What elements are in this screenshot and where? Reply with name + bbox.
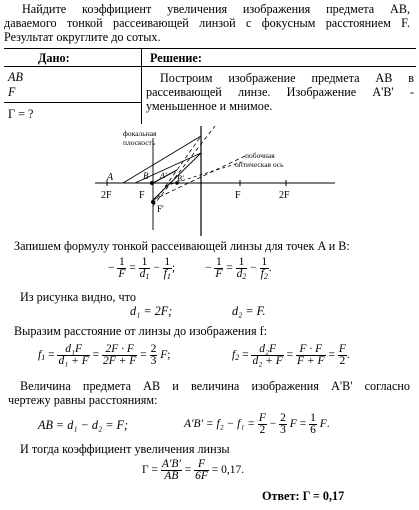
f2-eq-3: =: [328, 349, 335, 362]
image-distance-intro: Выразим расстояние от линзы до изображения f:: [14, 324, 268, 338]
given-bottom-rule: [4, 102, 141, 103]
formula-intro: Запишем формулу тонкой рассеивающей линзы для точек A и B:: [14, 239, 350, 253]
eq-b-lhs-num: 1: [216, 256, 222, 268]
apbp-minus: −: [269, 418, 277, 431]
label-f-left: F: [139, 190, 145, 201]
eq-b-lhs-den: F: [215, 268, 223, 280]
solution-text-1: Построим изображение предмета AB в: [160, 71, 414, 85]
f1-num-1: d₁F: [57, 344, 89, 356]
label-2f-right: 2F: [279, 190, 290, 201]
given-item-ab: AB: [8, 70, 23, 84]
f2-num-3: F: [338, 343, 346, 355]
apbp-t2-num: 2: [280, 412, 286, 424]
f2-num-1: d₂F: [251, 344, 283, 356]
f1-den-1: d₁ + F: [58, 355, 89, 367]
eq-a-d1: d: [139, 268, 146, 280]
label-f-right: F: [235, 190, 241, 201]
eq-b-f2: f: [260, 268, 264, 280]
gamma-num-2: F: [194, 459, 209, 471]
apbp-t3-f: F: [319, 418, 327, 431]
problem-line-3: Результат округлите до сотых.: [4, 30, 161, 44]
eq-b-d2: d: [236, 268, 243, 280]
f1-num-3: 2: [150, 343, 157, 355]
magnification-intro: И тогда коэффициент увеличения линзы: [20, 442, 230, 456]
size-text-2: чертежу равны расстояниям:: [8, 393, 158, 407]
from-figure-text: Из рисунка видно, что: [20, 290, 136, 304]
eq-a-t2-num: 1: [164, 256, 171, 268]
f1-eq-2: =: [92, 349, 100, 362]
solution-header: Решение:: [150, 51, 202, 65]
label-b: B: [143, 171, 149, 181]
label-bp: B': [177, 174, 184, 183]
lens-equation-b: − $\frac{1}{F}$ = $\frac{1}{d_2}$ − $\frac{1}{f_2}$ .: [205, 256, 272, 281]
f1-tail: F: [160, 349, 168, 362]
apbp-eq: =: [299, 418, 307, 431]
table-top-rule: [4, 48, 416, 49]
f2-eq-1: =: [242, 349, 249, 362]
secondary-axis-label-2: оптическая ось: [235, 160, 284, 169]
dashed-ray-2: [153, 126, 215, 206]
f2-dot: .: [346, 349, 350, 362]
problem-line-1: Найдите коэффициент увеличения изображения предмета AB,: [22, 2, 410, 16]
eq-a-lhs-den: F: [118, 268, 126, 280]
secondary-axis-label-1: побочная: [245, 151, 275, 160]
gamma-den-1: AB: [164, 470, 179, 482]
apbp-t3-num: 1: [310, 412, 316, 424]
focal-plane-label-1: фокальная: [123, 129, 157, 138]
eq-a-minus-2: −: [153, 262, 160, 275]
point-fp: [151, 200, 155, 204]
gamma-den-2: 6F: [195, 470, 208, 482]
apbp-t1-num: F: [258, 412, 266, 424]
secondary-axis: [153, 156, 245, 200]
apbp-dot: .: [326, 418, 330, 431]
gamma-expression: [142, 459, 244, 482]
eq-b-dot: .: [268, 262, 272, 275]
given-unknown: Γ = ?: [8, 107, 34, 121]
ab-equation: AB = d₁ − d₂ = F;: [38, 418, 129, 432]
f1-eq-3: =: [140, 349, 147, 362]
gamma-num-1: A'B': [161, 458, 181, 470]
f2-den-1: d₂ + F: [252, 355, 283, 367]
focal-plane-label-2: плоскость: [123, 138, 156, 147]
given-header: Дано:: [38, 51, 70, 65]
answer: [262, 490, 344, 503]
eq-a-semi: ;: [171, 262, 176, 275]
size-text-1: Величина предмета AB и величина изображения A'B' согласно: [20, 379, 410, 393]
label-2f-left: 2F: [101, 190, 112, 201]
f2-den-2: F + F: [297, 355, 325, 367]
d1-equation: d₁ = 2F;: [130, 304, 173, 318]
gamma-lhs: Γ =: [142, 464, 159, 477]
problem-line-2: даваемого тонкой рассеивающей линзой с фокусным расстоянием F.: [4, 16, 410, 30]
f2-eq-2: =: [286, 349, 294, 362]
gamma-result: = 0,17.: [211, 464, 245, 477]
apbp-t2-f: F: [289, 418, 297, 431]
eq-a-eq: =: [129, 262, 136, 275]
answer-value: Γ = 0,17: [302, 489, 345, 503]
solution-text-3: уменьшенное и мнимое.: [146, 99, 273, 113]
label-a: A: [107, 172, 114, 183]
f2-den-3: 2: [339, 355, 346, 367]
eq-a-lhs-num: 1: [119, 256, 125, 268]
f1-lhs: f: [38, 349, 42, 362]
f1-num-2: 2F · F: [102, 344, 137, 356]
eq-b-minus-2: −: [250, 262, 257, 275]
optics-diagram: [95, 126, 335, 236]
f2-num-2: F · F: [296, 344, 326, 356]
lens-equation-a: − $\frac{1}{F}$ = $\frac{1}{d_1}$ − $\frac{1}{f_1}$ ;: [108, 256, 176, 281]
solution-text-2: рассеивающей линзе. Изображение A'B' -: [146, 85, 414, 99]
apbp-expression: [184, 413, 330, 436]
apbp-t1-den: 2: [259, 424, 266, 436]
f1-expression: $f_1$ = $\frac{\text{d₁F}}{\text{d₁ + F}}$ = $\frac{2F \cdot F}{2F + F}$ = $\frac{2}{3}$ F;: [38, 343, 171, 367]
eq-a-t1-num: 1: [139, 257, 151, 269]
f2-expression: $f_2$ = $\frac{\text{d₂F}}{\text{d₂ + F}}$ = $\frac{F \cdot F}{F + F}$ = $\frac{F}{2}$ .: [232, 343, 350, 367]
apbp-t2-den: 3: [280, 424, 286, 436]
eq-b-t1-num: 1: [236, 257, 248, 269]
table-vertical-divider: [141, 48, 142, 124]
gamma-eq: =: [184, 464, 192, 477]
apbp-lhs: A'B' = f₂ − f₁ =: [184, 418, 256, 431]
f1-den-2: 2F + F: [103, 355, 137, 367]
apbp-t3-den: 6: [310, 424, 316, 436]
f1-semi: ;: [167, 349, 171, 362]
given-item-f: F: [8, 85, 16, 99]
table-header-rule: [4, 66, 416, 67]
eq-a-f1: f: [163, 268, 167, 280]
f1-den-3: 3: [150, 355, 157, 367]
answer-label: Ответ:: [262, 489, 300, 503]
eq-b-t2-num: 1: [261, 256, 268, 268]
d2-equation: d₂ = F.: [232, 304, 266, 318]
f2-lhs: f: [232, 349, 236, 362]
f1-eq-1: =: [48, 349, 55, 362]
eq-a-minus: −: [108, 262, 115, 275]
eq-b-eq: =: [226, 262, 233, 275]
label-f-prime: F': [157, 204, 164, 214]
eq-b-minus: −: [205, 262, 212, 275]
label-ap: A': [160, 171, 167, 180]
